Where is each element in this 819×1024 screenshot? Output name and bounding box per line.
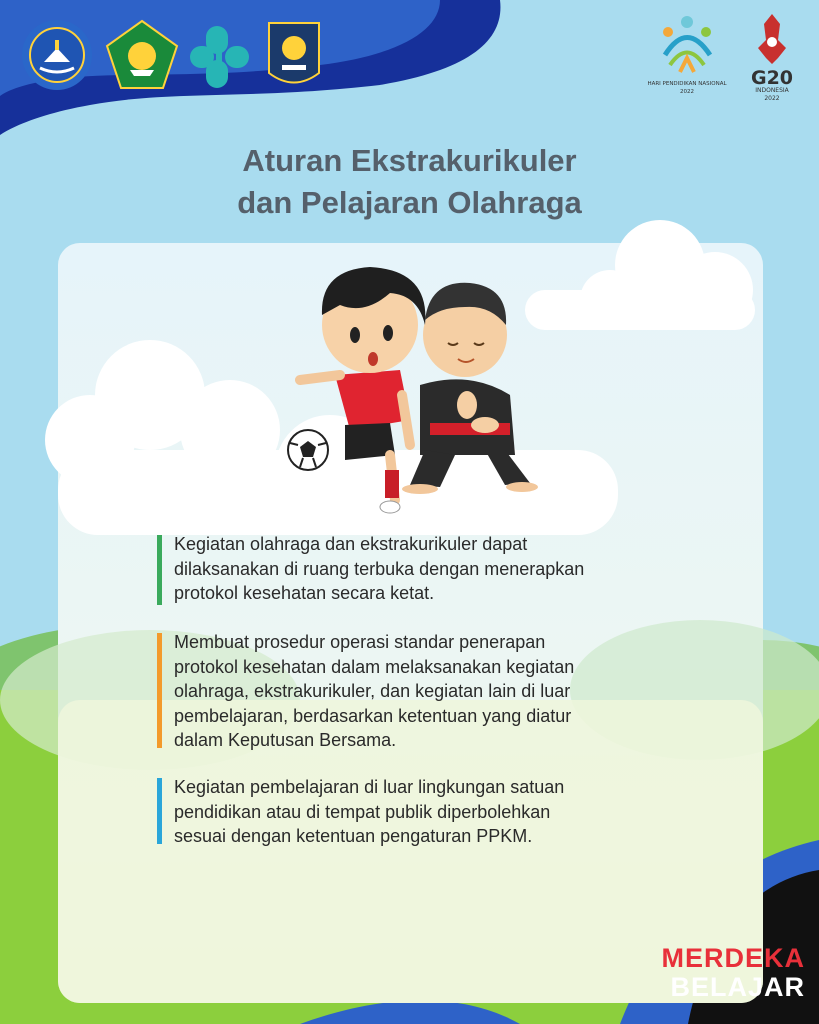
kemendagri-logo bbox=[269, 23, 319, 83]
kemenag-logo bbox=[107, 21, 177, 88]
g20-country: INDONESIA bbox=[755, 87, 789, 94]
rule-item-3-line: Kegiatan pembelajaran di luar lingkungan satuan bbox=[174, 777, 565, 797]
rule-item-2-line: dalam Keputusan Bersama. bbox=[174, 730, 397, 750]
g20-label: G20 bbox=[750, 67, 794, 89]
title-line-1: Aturan Ekstrakurikuler bbox=[242, 143, 577, 178]
brand-line-1: MERDEKA bbox=[661, 943, 805, 973]
rule-item-1-line: dilaksanakan di ruang terbuka dengan menerapkan bbox=[174, 558, 585, 579]
soccer-ball-icon bbox=[288, 430, 328, 470]
rule-item-2-line: protokol kesehatan dalam melaksanakan kegiatan bbox=[174, 656, 575, 677]
rule-item-3-line: pendidikan atau di tempat publik diperbolehkan bbox=[174, 801, 551, 822]
rule-item-3-marker bbox=[157, 778, 162, 844]
hardiknas-emblem bbox=[663, 16, 711, 72]
rule-item-1-text bbox=[174, 532, 657, 606]
g20-logo bbox=[740, 12, 805, 102]
rule-item-1-marker bbox=[157, 535, 162, 605]
hardiknas-caption: HARI PENDIDIKAN NASIONAL bbox=[647, 81, 727, 87]
rule-item-2 bbox=[157, 630, 657, 753]
hardiknas-year: 2022 bbox=[680, 89, 694, 95]
rule-item-2-text bbox=[174, 630, 657, 753]
rule-item-3 bbox=[157, 775, 657, 849]
rule-item-3-line: sesuai dengan ketentuan pengaturan PPKM. bbox=[174, 826, 533, 846]
rule-item-1-line: protokol kesehatan secara ketat. bbox=[174, 583, 435, 603]
g20-year: 2022 bbox=[764, 95, 780, 102]
rule-item-3-text bbox=[174, 775, 657, 849]
rule-item-2-line: pembelajaran, berdasarkan ketentuan yang diatur bbox=[174, 705, 572, 726]
rule-item-2-marker bbox=[157, 633, 162, 748]
hardiknas-logo bbox=[640, 10, 735, 100]
kemenkes-logo bbox=[190, 26, 249, 88]
institution-logos bbox=[20, 18, 330, 93]
title-line-2: dan Pelajaran Olahraga bbox=[237, 185, 582, 220]
merdeka-belajar-logo bbox=[661, 944, 805, 1002]
students-sports-illustration bbox=[270, 255, 560, 520]
rule-item-2-line: olahraga, ekstrakurikuler, dan kegiatan lain di luar bbox=[174, 681, 571, 701]
page-title bbox=[0, 140, 819, 224]
tut-wuri-handayani-logo bbox=[22, 20, 92, 90]
rule-item-1 bbox=[157, 532, 657, 606]
rule-item-1-line: Kegiatan olahraga dan ekstrakurikuler dapat bbox=[174, 534, 528, 554]
soccer-student-figure bbox=[300, 267, 425, 513]
brand-line-2: BELAJAR bbox=[670, 972, 805, 1002]
rule-item-2-line: Membuat prosedur operasi standar penerapan bbox=[174, 632, 546, 652]
